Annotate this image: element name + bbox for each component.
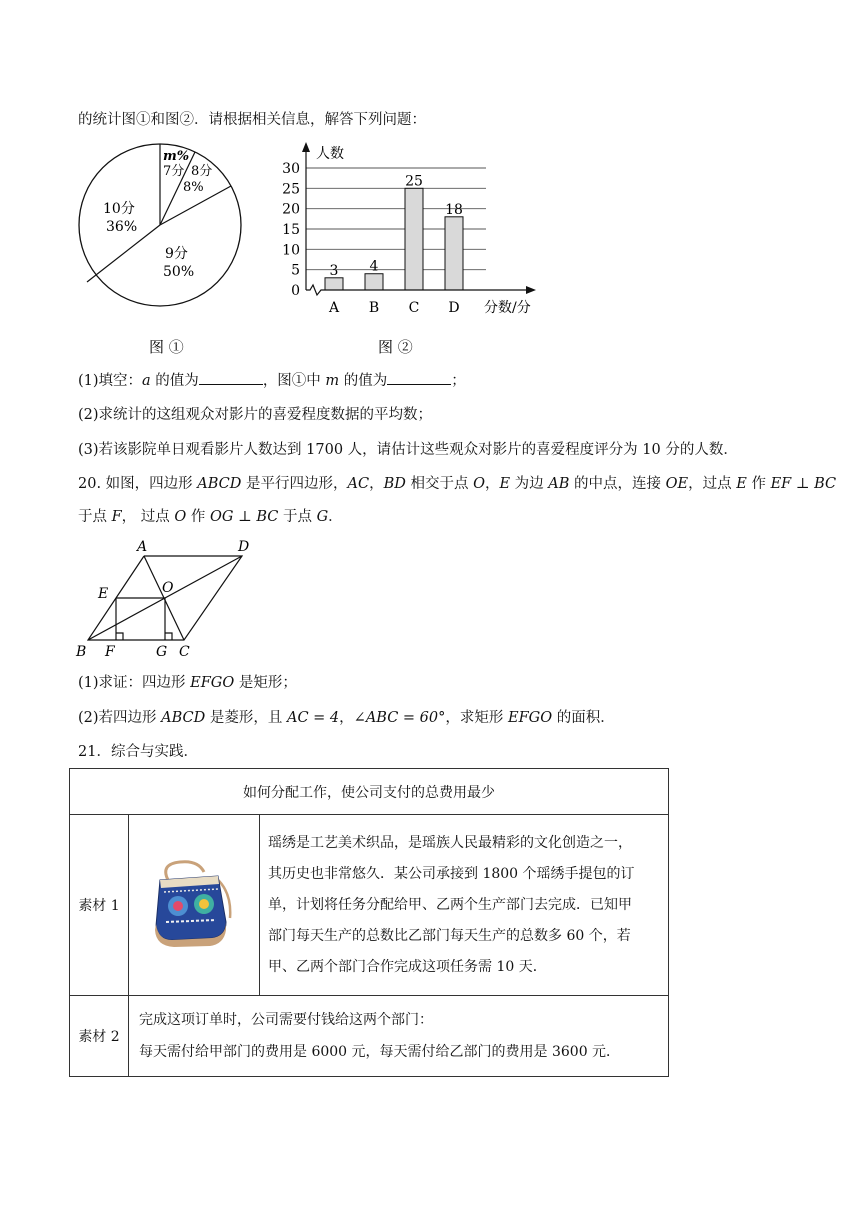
- q20-text: 相交于点: [405, 476, 474, 492]
- pie-slice-10-pct: 36%: [106, 219, 138, 235]
- q20-part1: [78, 673, 297, 693]
- q20-part2: [78, 708, 615, 728]
- bar-value-label-D: 18: [445, 201, 463, 218]
- q19-p1-text: ，图①中: [262, 373, 326, 389]
- pie-slice-8-pct: 8%: [183, 180, 204, 195]
- q20-text: 于点: [278, 509, 317, 525]
- q20-math: EF ⊥ BC: [770, 476, 837, 492]
- bar-B: [365, 274, 383, 290]
- point-label-E: E: [98, 586, 109, 602]
- q20-math: ABCD: [197, 476, 242, 492]
- q20-text: (2)若四边形: [78, 710, 162, 726]
- pie-chart: [75, 140, 265, 380]
- point-label-C: C: [179, 644, 190, 660]
- point-label-G: G: [156, 644, 168, 660]
- y-tick-label: 30: [282, 161, 300, 177]
- material-1-line: 部门每天生产的总数比乙部门每天生产的总数多 60 个，若: [268, 927, 631, 944]
- point-label-O: O: [162, 580, 174, 596]
- q20-text: 是矩形；: [234, 675, 297, 691]
- x-tick-label-B: B: [368, 300, 380, 316]
- q20-math: ABCD: [161, 710, 206, 726]
- pie-slice-9-label: 9分: [165, 246, 188, 262]
- pie-slice-7-pct: m%: [163, 149, 190, 164]
- material-1-label: 素材 1: [70, 815, 129, 996]
- embroidered-bag-image: [146, 858, 242, 948]
- q20-text: ，: [369, 476, 384, 492]
- q20-math: O: [473, 476, 485, 492]
- q20-math: F: [111, 509, 122, 525]
- material-2-line: 每天需付给甲部门的费用是 6000 元，每天需付给乙部门的费用是 3600 元．: [139, 1044, 621, 1060]
- material-1-text-cell: [260, 815, 669, 996]
- q19-p1-text: 的值为: [339, 373, 388, 389]
- q20-math: AC = 4: [287, 710, 340, 726]
- q20-text: 作: [186, 509, 210, 525]
- q20-math: AB: [548, 476, 570, 492]
- y-tick-label: 0: [291, 283, 300, 299]
- q20-statement-line2: [78, 507, 343, 527]
- q20-text: 是菱形，且: [205, 710, 287, 726]
- point-label-F: F: [105, 644, 115, 660]
- q21-title: 21．综合与实践．: [78, 744, 198, 760]
- q20-math: EFGO: [508, 710, 553, 726]
- q20-text: 的面积．: [552, 710, 615, 726]
- q19-p1-text: ；: [451, 373, 466, 389]
- table-header: 如何分配工作，使公司支付的总费用最少: [70, 769, 669, 815]
- material-2-text-cell: [129, 996, 669, 1077]
- materials-table: [69, 768, 669, 1077]
- y-tick-label: 15: [282, 222, 300, 238]
- q20-text: ，: [484, 476, 500, 492]
- q20-text: 为边: [510, 476, 549, 492]
- intro-text: 的统计图①和图②．请根据相关信息，解答下列问题：: [78, 112, 426, 128]
- q19-part3: (3)若该影院单日观看影片人数达到 1700 人，请估计这些观众对影片的喜爱程度评分为 10 分的人数．: [78, 442, 738, 458]
- q19-p1-text: 的值为: [150, 373, 199, 389]
- q20-math: O: [174, 509, 187, 525]
- q20-math: G: [316, 509, 329, 525]
- q20-text: 于点: [78, 509, 112, 525]
- q20-text: ，过点: [688, 476, 737, 492]
- x-tick-label-D: D: [448, 300, 460, 316]
- material-1-line: 甲、乙两个部门合作完成这项任务需 10 天．: [268, 958, 547, 975]
- x-tick-label-C: C: [408, 300, 420, 316]
- material-1-line: 其历史也非常悠久．某公司承接到 1800 个瑶绣手提包的订: [268, 865, 635, 882]
- pie-slice-10-label: 10分: [103, 201, 135, 217]
- y-tick-label: 5: [291, 262, 300, 279]
- pie-slice-9-pct: 50%: [163, 264, 195, 280]
- bar-value-label-A: 3: [329, 262, 339, 279]
- x-axis-label: 分数/分: [484, 300, 531, 316]
- q20-math: E: [499, 476, 511, 492]
- pie-caption: 图 ①: [149, 338, 184, 356]
- y-axis-arrow: [302, 142, 310, 152]
- bar-chart: [280, 140, 550, 380]
- q20-text: ，求矩形: [445, 710, 508, 726]
- bar-A: [325, 278, 343, 290]
- parallelogram-figure: [72, 536, 272, 664]
- q20-text: 作: [746, 476, 771, 492]
- q20-text: ，: [339, 710, 354, 726]
- x-axis-arrow: [526, 286, 536, 294]
- pie-slice-8-label: 8分: [191, 164, 213, 179]
- q20-math: OG ⊥ BC: [210, 509, 279, 525]
- q20-text: ．: [328, 509, 343, 525]
- y-tick-label: 25: [282, 181, 300, 198]
- pie-slice-7-label: 7分: [163, 164, 185, 179]
- bar-caption: 图 ②: [378, 338, 413, 356]
- q20-math: BD: [383, 476, 406, 492]
- q19-p1-text: (1)填空：: [78, 373, 143, 389]
- point-label-B: B: [76, 644, 87, 660]
- material-1-line: 瑶绣是工艺美术织品，是瑶族人民最精彩的文化创造之一，: [268, 834, 632, 851]
- material-1-image-cell: [129, 815, 260, 996]
- q20-text: (1)求证：四边形: [78, 675, 191, 691]
- bar-value-label-B: 4: [369, 258, 379, 275]
- q20-statement-line1: [78, 474, 836, 494]
- y-tick-label: 10: [282, 242, 300, 259]
- q20-math: E: [736, 476, 747, 492]
- q19-p1-var-a: a: [142, 373, 151, 389]
- material-2-label: 素材 2: [70, 996, 129, 1077]
- bar-C: [405, 188, 423, 290]
- q20-text: 是平行四边形，: [241, 476, 348, 492]
- y-axis-label: 人数: [316, 146, 344, 162]
- material-1-line: 单，计划将任务分配给甲、乙两个生产部门去完成．已知甲: [268, 896, 632, 913]
- answer-blank-m[interactable]: [387, 370, 451, 385]
- bar-value-label-C: 25: [405, 173, 423, 190]
- q20-math: EFGO: [190, 675, 235, 691]
- q19-part1: [78, 370, 466, 391]
- q20-text: 的中点，连接: [569, 476, 666, 492]
- q20-text: ， 过点: [121, 509, 175, 525]
- point-label-A: A: [137, 539, 148, 555]
- q20-math: OE: [665, 476, 689, 492]
- y-tick-label: 20: [282, 201, 300, 218]
- q20-text: 20. 如图，四边形: [78, 476, 198, 492]
- point-label-D: D: [238, 539, 250, 555]
- material-2-line: 完成这项订单时，公司需要付钱给这两个部门：: [139, 1012, 433, 1028]
- q19-p1-var-m: m: [325, 373, 340, 389]
- answer-blank-a[interactable]: [199, 370, 263, 385]
- q20-math: ∠ABC = 60°: [353, 710, 446, 726]
- x-tick-label-A: A: [328, 300, 340, 316]
- q20-math: AC: [347, 476, 370, 492]
- q19-part2: (2)求统计的这组观众对影片的喜爱程度数据的平均数；: [78, 407, 433, 423]
- bar-D: [445, 217, 463, 290]
